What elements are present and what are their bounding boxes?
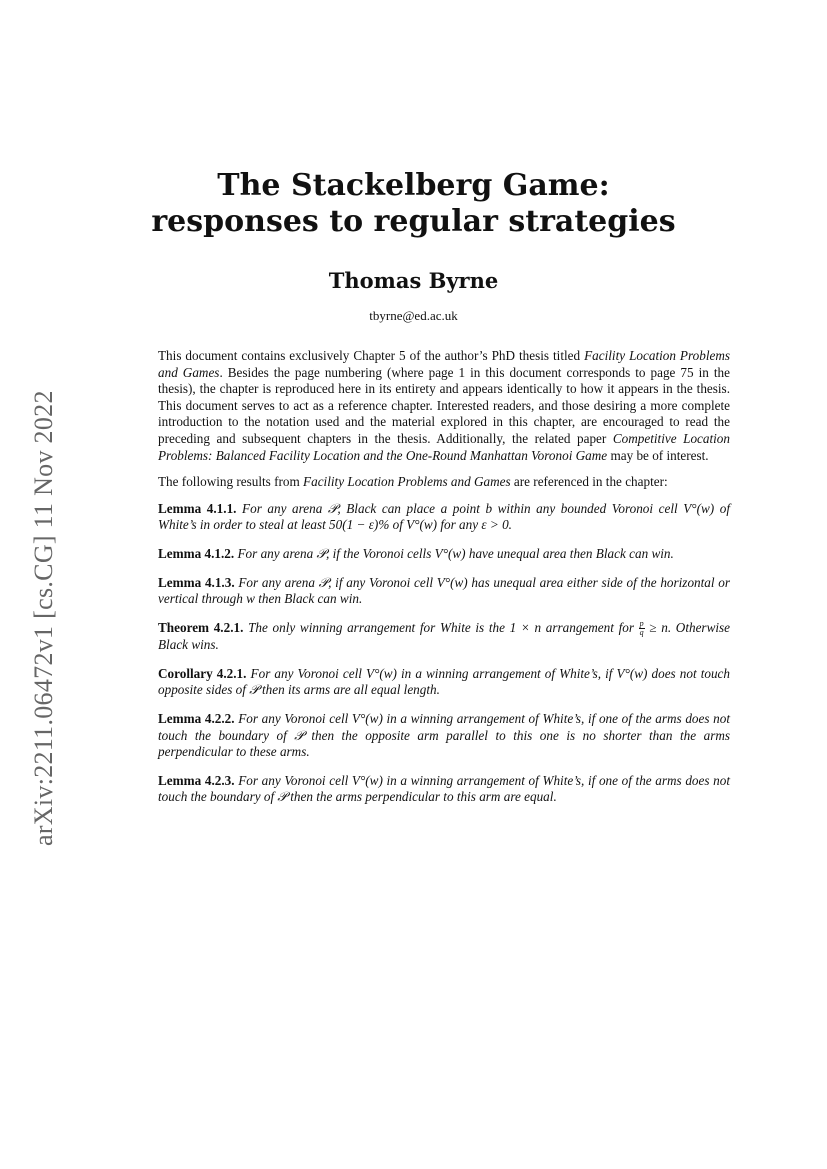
result-statement: For any arena 𝒫, if the Voronoi cells V°(w) have unequal area then Black can win. [237, 545, 674, 561]
fraction-denominator: q [639, 628, 644, 638]
abstract-text-1: This document contains exclusively Chapter 5 of the author’s PhD thesis titled [158, 348, 585, 363]
abstract-text-3: may be of interest. [607, 447, 709, 463]
result-head: Lemma 4.2.2. [158, 710, 235, 726]
intro-text-1: The following results from [158, 474, 304, 490]
result-head: Theorem 4.2.1. [158, 619, 244, 635]
theorem-text-a: The only winning arrangement for White is the 1 × n arrangement for [248, 619, 639, 635]
result-head: Lemma 4.1.2. [158, 545, 235, 561]
paper-title [0, 168, 827, 240]
intro-text-2: are referenced in the chapter: [510, 474, 668, 490]
fraction-numerator: p [639, 619, 644, 629]
theorem-text-b: ≥ n. Otherwise Black wins. [158, 619, 731, 653]
result-statement: For any Voronoi cell V°(w) in a winning arrangement of White’s, if one of the arms does not touch the boundary of 𝒫 then the opposite arm parallel to this one is no shorter than the arms perpendicular to these arms. [158, 710, 731, 760]
thesis-title-ref: Facility Location Problems and Games [158, 348, 730, 380]
result-statement [158, 620, 730, 652]
lemma-4-1-3 [158, 575, 730, 608]
author-email: tbyrne@ed.ac.uk [369, 308, 458, 323]
lemma-4-1-2 [158, 546, 730, 563]
result-statement: For any Voronoi cell V°(w) in a winning arrangement of White’s, if V°(w) does not touch opposite sides of 𝒫 then its arms are all equal length. [158, 665, 730, 698]
result-head: Lemma 4.1.1. [158, 500, 237, 516]
arxiv-identifier-stamp: arXiv:2211.06472v1 [cs.CG] 11 Nov 2022 [29, 390, 58, 846]
lemma-4-2-3 [158, 773, 730, 806]
lemma-4-1-1 [158, 501, 730, 534]
theorem-4-2-1 [158, 620, 730, 654]
author-name: Thomas Byrne [328, 268, 499, 293]
paper-title-ref: Competitive Location Problems: Balanced Facility Location and the One-Round Manhattan Voronoi Game [158, 430, 730, 463]
result-head: Lemma 4.2.3. [158, 772, 235, 788]
result-head: Corollary 4.2.1. [158, 665, 247, 681]
abstract-paragraph [158, 348, 730, 464]
main-content [158, 348, 730, 818]
result-statement: For any Voronoi cell V°(w) in a winning arrangement of White’s, if one of the arms does not touch the boundary of 𝒫 then the arms perpendicular to this arm are equal. [158, 772, 731, 805]
intro-thesis-title: Facility Location Problems and Games [303, 474, 511, 490]
title-line-1: The Stackelberg Game: [217, 168, 610, 203]
corollary-4-2-1 [158, 666, 730, 699]
intro-paragraph [158, 474, 730, 491]
title-line-2: responses to regular strategies [151, 204, 676, 239]
abstract-text-2: . Besides the page numbering (where page 1 in this document corresponds to page 75 in the thesis), the chapter is reproduced here in its entirety and appears identically to how it appears in the thesis. This document serves to act as a reference chapter. Interested readers, and those desiring a more complete introduction to the notation used and the material explored in this chapter, are encouraged to read the preceding and subsequent chapters in the thesis. Additionally, the related paper [158, 364, 730, 446]
result-statement: For any arena 𝒫, if any Voronoi cell V°(w) has unequal area either side of the horizontal or vertical through w then Black can win. [158, 574, 731, 607]
result-statement: For any arena 𝒫, Black can place a point b within any bounded Voronoi cell V°(w) of White’s in order to steal at least 50(1 − ε)% of V°(w) for any ε > 0. [158, 500, 730, 533]
lemma-4-2-2 [158, 711, 730, 761]
result-head: Lemma 4.1.3. [158, 574, 235, 590]
